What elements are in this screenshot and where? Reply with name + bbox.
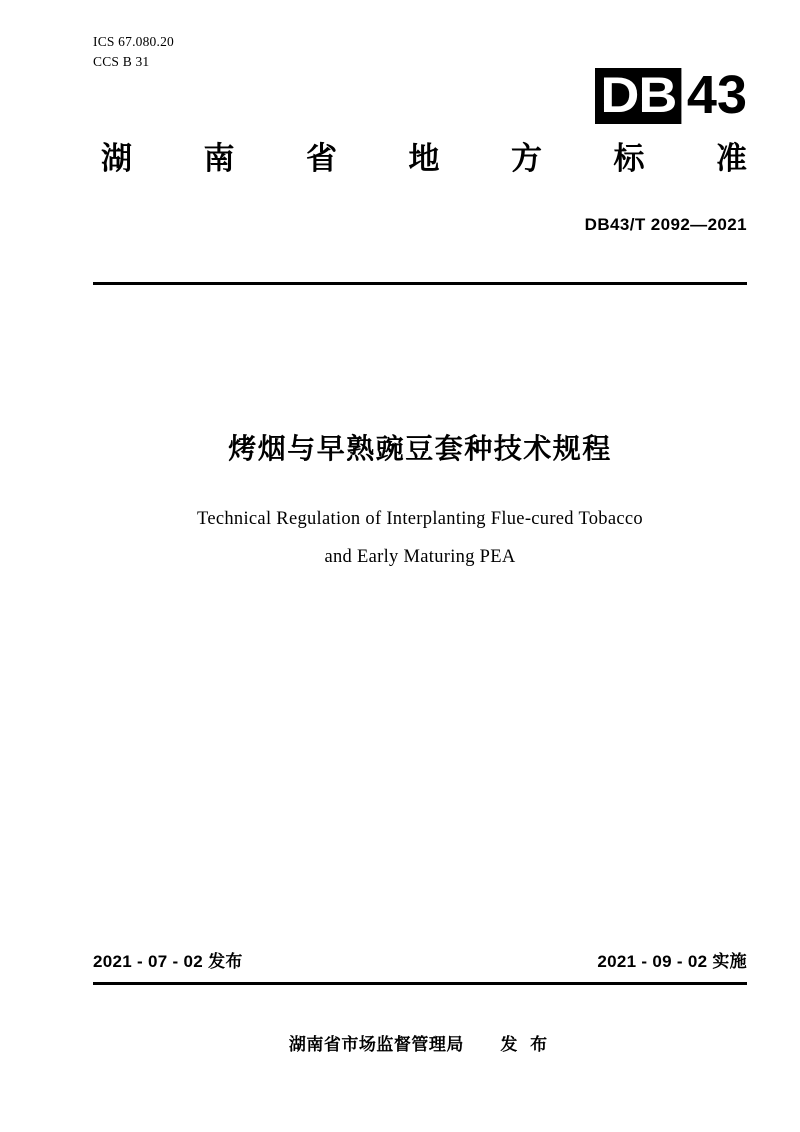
authority-char-5: 标 (613, 141, 645, 176)
db-logo-mark: DB (595, 68, 682, 124)
db-standard-logo (595, 65, 747, 125)
document-title-english (93, 500, 747, 576)
authority-char-0: 湖 (101, 141, 132, 176)
standard-authority-title (101, 138, 747, 180)
authority-char-2: 省 (306, 141, 337, 176)
standard-number: DB43/T 2092—2021 (584, 215, 747, 234)
issue-date: 2021 - 07 - 02 发布 (93, 952, 243, 971)
authority-char-4: 方 (511, 141, 542, 176)
db-logo-number: 43 (686, 65, 747, 125)
date-row (93, 950, 747, 974)
document-title-chinese: 烤烟与早熟豌豆套种技术规程 (228, 433, 612, 464)
ccs-code: CCS B 31 (93, 54, 150, 69)
authority-char-6: 准 (716, 141, 747, 176)
document-title-english-line1: Technical Regulation of Interplanting Flue-cured Tobacco (197, 509, 643, 529)
publisher-action: 发 布 (500, 1035, 552, 1054)
ics-classification-block (93, 32, 174, 72)
header-divider (93, 282, 747, 285)
publisher-name: 湖南省市场监督管理局 (288, 1035, 464, 1054)
authority-char-1: 南 (203, 141, 235, 176)
page-content (93, 0, 747, 1132)
authority-char-3: 地 (408, 141, 440, 176)
document-title-english-line2: and Early Maturing PEA (324, 547, 516, 567)
ics-code: ICS 67.080.20 (93, 34, 174, 49)
effective-date: 2021 - 09 - 02 实施 (597, 952, 747, 971)
footer-divider (93, 982, 747, 985)
publisher-line (93, 1030, 747, 1055)
